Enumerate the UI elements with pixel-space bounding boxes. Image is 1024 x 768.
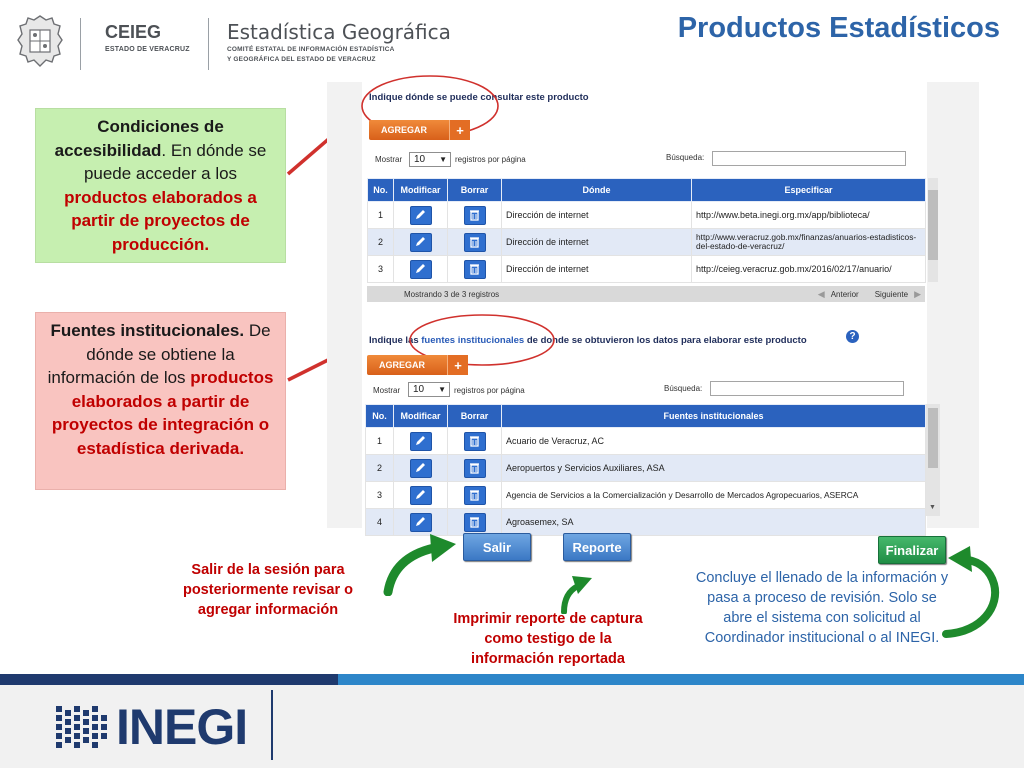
accesibilidad-callout-plain: . En dónde se puede acceder a los bbox=[83, 140, 267, 183]
mostrar-label-2: Mostrar bbox=[373, 386, 401, 395]
agregar-button-2[interactable] bbox=[367, 355, 468, 375]
fuentes-callout-plain: De dónde se obtiene la información de los bbox=[47, 321, 271, 387]
accesibilidad-callout-bold: Condiciones de accesibilidad bbox=[54, 117, 224, 160]
bottom-band-dark bbox=[0, 674, 338, 685]
fuente-cell: Agroasemex, SA bbox=[502, 509, 926, 536]
delete-cell bbox=[448, 509, 502, 536]
trash-icon[interactable] bbox=[464, 432, 486, 451]
inegi-logo-text: INEGI bbox=[116, 699, 248, 755]
fuente-cell: Acuario de Veracruz, AC bbox=[502, 428, 926, 455]
page-size-select-1[interactable] bbox=[409, 152, 451, 167]
next-arrow-icon[interactable]: ▶ bbox=[914, 288, 921, 299]
col-header: Fuentes institucionales bbox=[502, 405, 926, 428]
section2-question-highlight: fuentes institucionales bbox=[421, 335, 525, 346]
donde-table bbox=[367, 178, 926, 283]
pencil-icon[interactable] bbox=[410, 432, 432, 451]
donde-cell: Dirección de internet bbox=[502, 229, 692, 256]
mostrar-label-1: Mostrar bbox=[375, 155, 403, 164]
fuente-cell: Aeropuertos y Servicios Auxiliares, ASA bbox=[502, 455, 926, 482]
edit-cell bbox=[394, 202, 448, 229]
page-size-select-2-value: 10 bbox=[413, 384, 425, 395]
col-header: Especificar bbox=[692, 179, 926, 202]
plus-icon: + bbox=[447, 355, 468, 375]
fuentes-callout-red: productos elaborados a partir de proyectos de integración o estadística derivada. bbox=[51, 368, 274, 458]
per-page-label-1: registros por página bbox=[455, 155, 526, 164]
pencil-icon[interactable] bbox=[410, 233, 432, 252]
delete-cell bbox=[448, 455, 502, 482]
donde-cell: Dirección de internet bbox=[502, 256, 692, 283]
scrollbar-2-thumb[interactable] bbox=[928, 408, 938, 468]
pencil-icon[interactable] bbox=[410, 459, 432, 478]
edit-cell bbox=[394, 509, 448, 536]
pencil-icon[interactable] bbox=[410, 513, 432, 532]
delete-cell bbox=[448, 202, 502, 229]
chevron-down-icon: ▼ bbox=[438, 385, 446, 394]
salir-caption: Salir de la sesión para posteriormente revisar o agregar información bbox=[182, 562, 354, 618]
fuentes-table bbox=[365, 404, 926, 536]
page-size-select-1-value: 10 bbox=[414, 154, 426, 165]
next-page-link[interactable]: Siguiente bbox=[874, 289, 909, 299]
fuentes-callout-bold: Fuentes institucionales. bbox=[50, 321, 245, 340]
help-icon[interactable]: ? bbox=[846, 330, 859, 343]
edit-cell bbox=[394, 482, 448, 509]
busqueda-label-1: Búsqueda: bbox=[666, 153, 705, 162]
plus-icon: + bbox=[449, 120, 470, 140]
eg-title: Estadística Geográfica bbox=[227, 20, 451, 44]
especificar-cell: http://www.veracruz.gob.mx/finanzas/anuarios-estadisticos-del-estado-de-veracruz/ bbox=[692, 229, 926, 256]
table-row bbox=[366, 509, 926, 536]
page-size-select-2[interactable] bbox=[408, 382, 450, 397]
scrollbar-2[interactable] bbox=[926, 404, 940, 516]
footer-separator bbox=[271, 690, 273, 760]
finalizar-button[interactable]: Finalizar bbox=[878, 536, 946, 564]
header-separator bbox=[80, 18, 81, 70]
edit-cell bbox=[394, 256, 448, 283]
ceieg-subtitle: ESTADO DE VERACRUZ bbox=[105, 46, 190, 53]
accesibilidad-callout-red: productos elaborados a partir de proyectos de producción. bbox=[64, 187, 257, 254]
table-row bbox=[368, 256, 926, 283]
chevron-down-icon: ▼ bbox=[439, 155, 447, 164]
agregar-button-1-label: AGREGAR bbox=[381, 125, 428, 135]
per-page-label-2: registros por página bbox=[454, 386, 525, 395]
col-header: Borrar bbox=[448, 405, 502, 428]
eg-subtitle-2: Y GEOGRÁFICA DEL ESTADO DE VERACRUZ bbox=[227, 56, 376, 63]
veracruz-seal-logo bbox=[16, 14, 64, 68]
scroll-down-arrow-icon[interactable]: ▼ bbox=[929, 504, 936, 511]
edit-cell bbox=[394, 455, 448, 482]
especificar-cell: http://www.beta.inegi.org.mx/app/biblioteca/ bbox=[692, 202, 926, 229]
edit-cell bbox=[394, 428, 448, 455]
section1-question: Indique dónde se puede consultar este producto bbox=[369, 92, 589, 103]
reporte-caption: Imprimir reporte de captura como testigo de la información reportada bbox=[453, 611, 643, 667]
edit-cell bbox=[394, 229, 448, 256]
table-row bbox=[366, 482, 926, 509]
delete-cell bbox=[448, 256, 502, 283]
accesibilidad-callout bbox=[35, 108, 286, 263]
col-header: Borrar bbox=[448, 179, 502, 202]
row-number: 3 bbox=[368, 256, 394, 283]
header-separator bbox=[208, 18, 209, 70]
table-row bbox=[366, 428, 926, 455]
section2-question-post: de donde se obtuvieron los datos para elaborar este producto bbox=[524, 335, 807, 346]
col-header: No. bbox=[366, 405, 394, 428]
delete-cell bbox=[448, 229, 502, 256]
table-header-row bbox=[366, 405, 926, 428]
trash-icon[interactable] bbox=[464, 260, 486, 279]
trash-icon[interactable] bbox=[464, 513, 486, 532]
agregar-button-2-label: AGREGAR bbox=[379, 360, 426, 370]
trash-icon[interactable] bbox=[464, 233, 486, 252]
scrollbar-1-thumb[interactable] bbox=[928, 190, 938, 260]
col-header: No. bbox=[368, 179, 394, 202]
table-row bbox=[368, 202, 926, 229]
col-header: Dónde bbox=[502, 179, 692, 202]
salir-button[interactable]: Salir bbox=[463, 533, 531, 561]
row-number: 4 bbox=[366, 509, 394, 536]
agregar-button-1[interactable] bbox=[369, 120, 470, 140]
ceieg-title: CEIEG bbox=[105, 22, 162, 42]
delete-cell bbox=[448, 482, 502, 509]
delete-cell bbox=[448, 428, 502, 455]
table-header-row bbox=[368, 179, 926, 202]
bottom-band-light bbox=[338, 674, 1024, 685]
scrollbar-1[interactable] bbox=[928, 178, 938, 282]
showing-label: Mostrando 3 de 3 registros bbox=[404, 289, 500, 299]
row-number: 1 bbox=[366, 428, 394, 455]
table-row bbox=[368, 229, 926, 256]
green-arrow-reporte bbox=[556, 574, 596, 614]
trash-icon[interactable] bbox=[464, 206, 486, 225]
row-number: 2 bbox=[366, 455, 394, 482]
section2-question-pre: Indique las bbox=[369, 335, 422, 346]
col-header: Modificar bbox=[394, 179, 448, 202]
eg-subtitle-1: COMITÉ ESTATAL DE INFORMACIÓN ESTADÍSTICA bbox=[227, 46, 395, 53]
col-header: Modificar bbox=[394, 405, 448, 428]
fuente-cell: Agencia de Servicios a la Comercialización y Desarrollo de Mercados Agropecuarios, ASERCA bbox=[502, 482, 926, 509]
row-number: 2 bbox=[368, 229, 394, 256]
pencil-icon[interactable] bbox=[410, 206, 432, 225]
row-number: 1 bbox=[368, 202, 394, 229]
reporte-button[interactable]: Reporte bbox=[563, 533, 631, 561]
table-footer-1 bbox=[367, 286, 925, 302]
especificar-cell: http://ceieg.veracruz.gob.mx/2016/02/17/anuario/ bbox=[692, 256, 926, 283]
inegi-logo-mark bbox=[56, 704, 112, 750]
pencil-icon[interactable] bbox=[410, 486, 432, 505]
table-row bbox=[366, 455, 926, 482]
busqueda-label-2: Búsqueda: bbox=[664, 384, 703, 393]
green-arrow-salir bbox=[382, 534, 462, 596]
pencil-icon[interactable] bbox=[410, 260, 432, 279]
search-input-2[interactable] bbox=[710, 381, 904, 396]
row-number: 3 bbox=[366, 482, 394, 509]
fuentes-callout bbox=[35, 312, 286, 490]
page-title: Productos Estadísticos bbox=[677, 12, 1000, 44]
trash-icon[interactable] bbox=[464, 486, 486, 505]
trash-icon[interactable] bbox=[464, 459, 486, 478]
prev-arrow-icon[interactable]: ◀ bbox=[817, 288, 825, 299]
finalizar-caption: Concluye el llenado de la información y pasa a proceso de revisión. Solo se abre el sistema con solicitud al Coordinador institucional o al INEGI. bbox=[695, 570, 949, 646]
donde-cell: Dirección de internet bbox=[502, 202, 692, 229]
search-input-1[interactable] bbox=[712, 151, 906, 166]
prev-page-link[interactable]: Anterior bbox=[830, 289, 859, 299]
